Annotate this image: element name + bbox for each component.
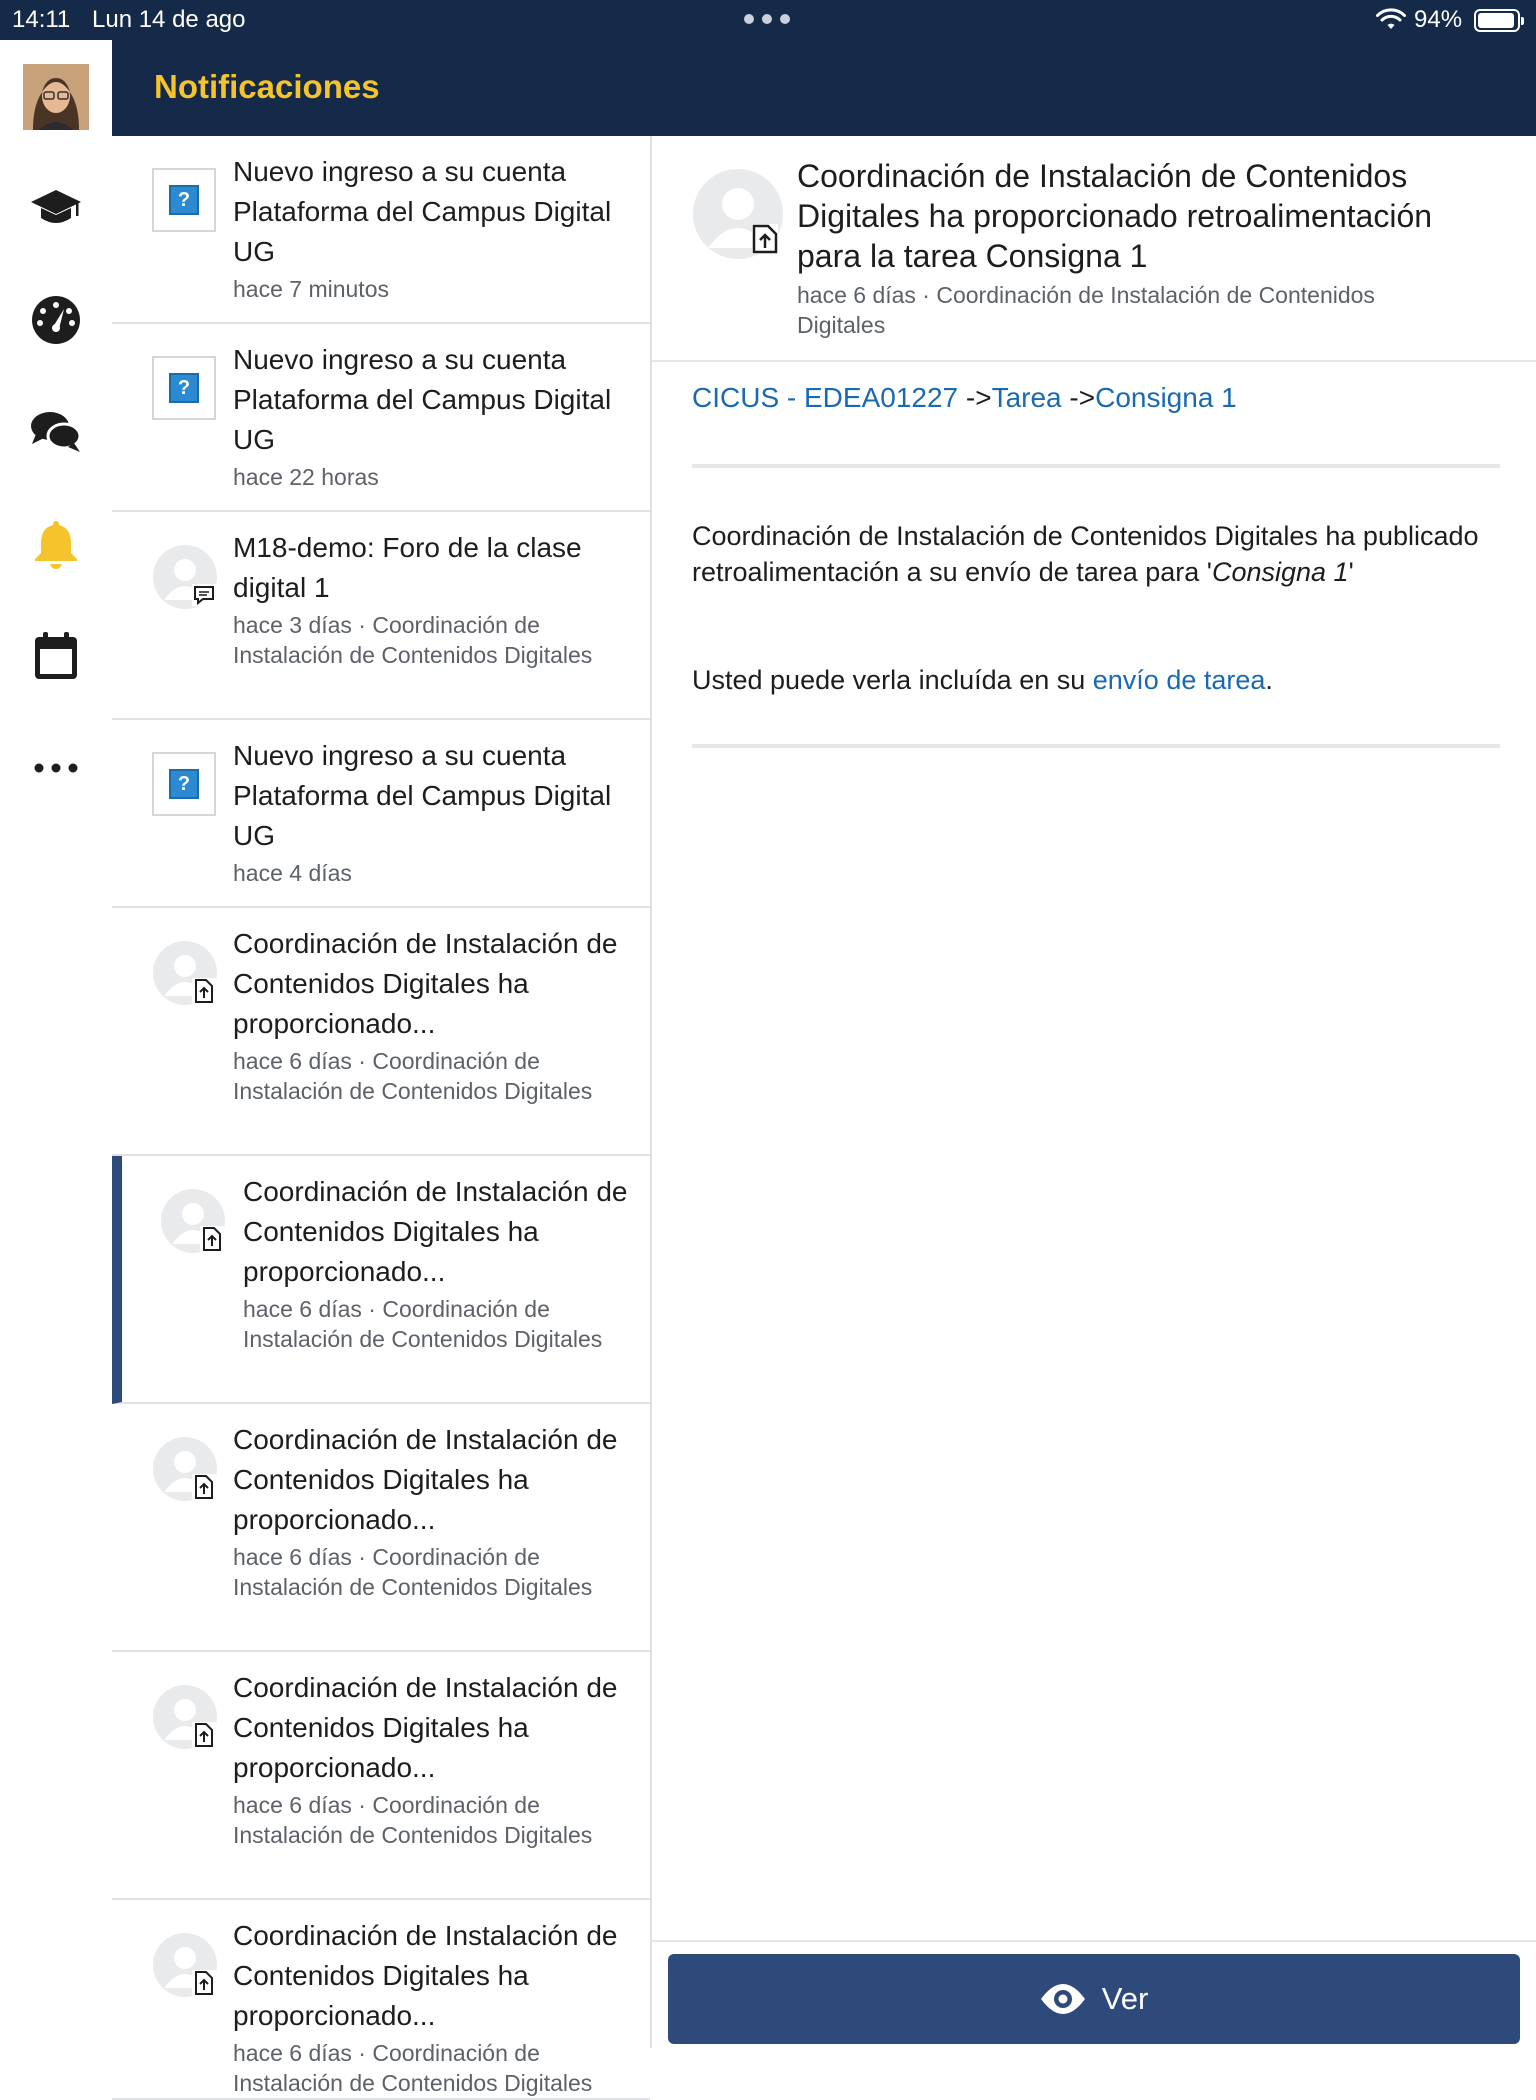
divider	[692, 464, 1500, 468]
eye-icon	[1040, 1983, 1086, 2015]
notification-text	[233, 1916, 630, 2098]
battery-icon	[1474, 9, 1520, 32]
page-title: Notificaciones	[154, 68, 380, 105]
notification-text	[233, 1420, 630, 1602]
message-assignment-name: Consigna 1	[1211, 557, 1349, 587]
app-header	[112, 40, 1536, 136]
notification-title: Coordinación de Instalación de Contenidos Digitales ha proporcionado...	[233, 1672, 618, 1783]
notification-item[interactable]	[112, 720, 650, 908]
question-icon: ?	[152, 752, 216, 816]
message-text: Coordinación de Instalación de Contenidos Digitales ha publicado retroalimentación a su envío de tarea para '	[692, 521, 1479, 587]
notification-text	[233, 152, 630, 304]
notification-item[interactable]	[112, 908, 650, 1156]
breadcrumb-arrow: ->	[958, 382, 992, 413]
notification-list[interactable]	[112, 136, 652, 2096]
notification-detail	[652, 136, 1536, 2048]
status-time: 14:11	[12, 6, 71, 33]
status-date: Lun 14 de ago	[92, 6, 246, 33]
user-avatar[interactable]	[23, 64, 89, 130]
notification-meta: hace 22 horas	[233, 464, 379, 490]
detail-title: Coordinación de Instalación de Contenidos Digitales ha proporcionado retroalimentación para la tarea Consigna 1	[797, 158, 1433, 274]
detail-meta: hace 6 días · Coordinación de Instalación de Contenidos Digitales	[797, 282, 1375, 338]
notification-title: Nuevo ingreso a su cuenta Plataforma del Campus Digital UG	[233, 740, 612, 851]
notification-title: Nuevo ingreso a su cuenta Plataforma del Campus Digital UG	[233, 156, 612, 267]
notification-text	[243, 1172, 630, 1354]
breadcrumb-module-link[interactable]: Tarea	[991, 382, 1062, 413]
notification-meta: hace 7 minutos	[233, 276, 389, 302]
view-button[interactable]	[668, 1954, 1520, 2044]
notification-title: Coordinación de Instalación de Contenidos Digitales ha proporcionado...	[233, 1920, 618, 2031]
calendar-icon[interactable]	[26, 626, 86, 686]
multitasking-dots-icon[interactable]	[744, 14, 790, 26]
chat-icon[interactable]	[26, 402, 86, 462]
detail-footer	[652, 1940, 1536, 2048]
assignment-icon	[152, 1684, 218, 1750]
message-text-end: '	[1348, 557, 1354, 587]
side-rail	[0, 40, 112, 2048]
more-icon[interactable]	[26, 738, 86, 798]
forum-icon	[152, 544, 218, 610]
notification-item[interactable]	[112, 1900, 650, 2100]
notification-text	[233, 924, 630, 1106]
notification-title: Coordinación de Instalación de Contenidos Digitales ha proporcionado...	[243, 1176, 628, 1287]
assignment-icon	[152, 1932, 218, 1998]
notification-meta: hace 4 días	[233, 860, 352, 886]
notification-text	[233, 736, 630, 888]
bell-icon[interactable]	[26, 514, 86, 574]
notification-title: M18-demo: Foro de la clase digital 1	[233, 532, 582, 603]
assignment-icon	[152, 1436, 218, 1502]
message-text-end: .	[1265, 665, 1273, 695]
notification-meta: hace 6 días · Coordinación de Instalación de Contenidos Digitales	[233, 1792, 593, 1848]
notification-item[interactable]	[112, 512, 650, 720]
breadcrumb-course-link[interactable]: CICUS - EDEA01227	[692, 382, 959, 413]
notification-meta: hace 6 días · Coordinación de Instalación de Contenidos Digitales	[233, 2040, 593, 2096]
detail-message-link-line	[692, 662, 1500, 698]
detail-header	[652, 136, 1536, 362]
detail-message	[692, 518, 1500, 590]
notification-text	[233, 528, 630, 670]
status-bar	[0, 0, 1536, 40]
wifi-icon	[1376, 9, 1406, 33]
notification-meta: hace 6 días · Coordinación de Instalación de Contenidos Digitales	[243, 1296, 603, 1352]
view-button-label: Ver	[1101, 1981, 1149, 2016]
assignment-icon	[152, 940, 218, 1006]
notification-text	[233, 340, 630, 492]
notification-item[interactable]	[112, 1404, 650, 1652]
notification-text	[233, 1668, 630, 1850]
notification-meta: hace 6 días · Coordinación de Instalación de Contenidos Digitales	[233, 1544, 593, 1600]
message-text: Usted puede verla incluída en su	[692, 665, 1093, 695]
notification-item[interactable]	[112, 1156, 650, 1404]
notification-item[interactable]	[112, 136, 650, 324]
notification-title: Coordinación de Instalación de Contenidos Digitales ha proporcionado...	[233, 928, 618, 1039]
breadcrumb-item-link[interactable]: Consigna 1	[1095, 382, 1237, 413]
graduation-cap-icon[interactable]	[26, 178, 86, 238]
assignment-icon	[160, 1188, 226, 1254]
notification-meta: hace 6 días · Coordinación de Instalación de Contenidos Digitales	[233, 1048, 593, 1104]
breadcrumb-arrow: ->	[1061, 382, 1096, 413]
assignment-user-icon	[692, 168, 784, 260]
question-icon: ?	[152, 168, 216, 232]
notification-meta: hace 3 días · Coordinación de Instalación de Contenidos Digitales	[233, 612, 593, 668]
notification-title: Nuevo ingreso a su cuenta Plataforma del Campus Digital UG	[233, 344, 612, 455]
notification-item[interactable]	[112, 1652, 650, 1900]
battery-percent: 94%	[1414, 6, 1463, 33]
divider	[692, 744, 1500, 748]
dashboard-icon[interactable]	[26, 290, 86, 350]
breadcrumb	[692, 382, 1237, 414]
submission-link[interactable]: envío de tarea	[1092, 665, 1266, 695]
notification-title: Coordinación de Instalación de Contenidos Digitales ha proporcionado...	[233, 1424, 618, 1535]
question-icon: ?	[152, 356, 216, 420]
notification-item[interactable]	[112, 324, 650, 512]
